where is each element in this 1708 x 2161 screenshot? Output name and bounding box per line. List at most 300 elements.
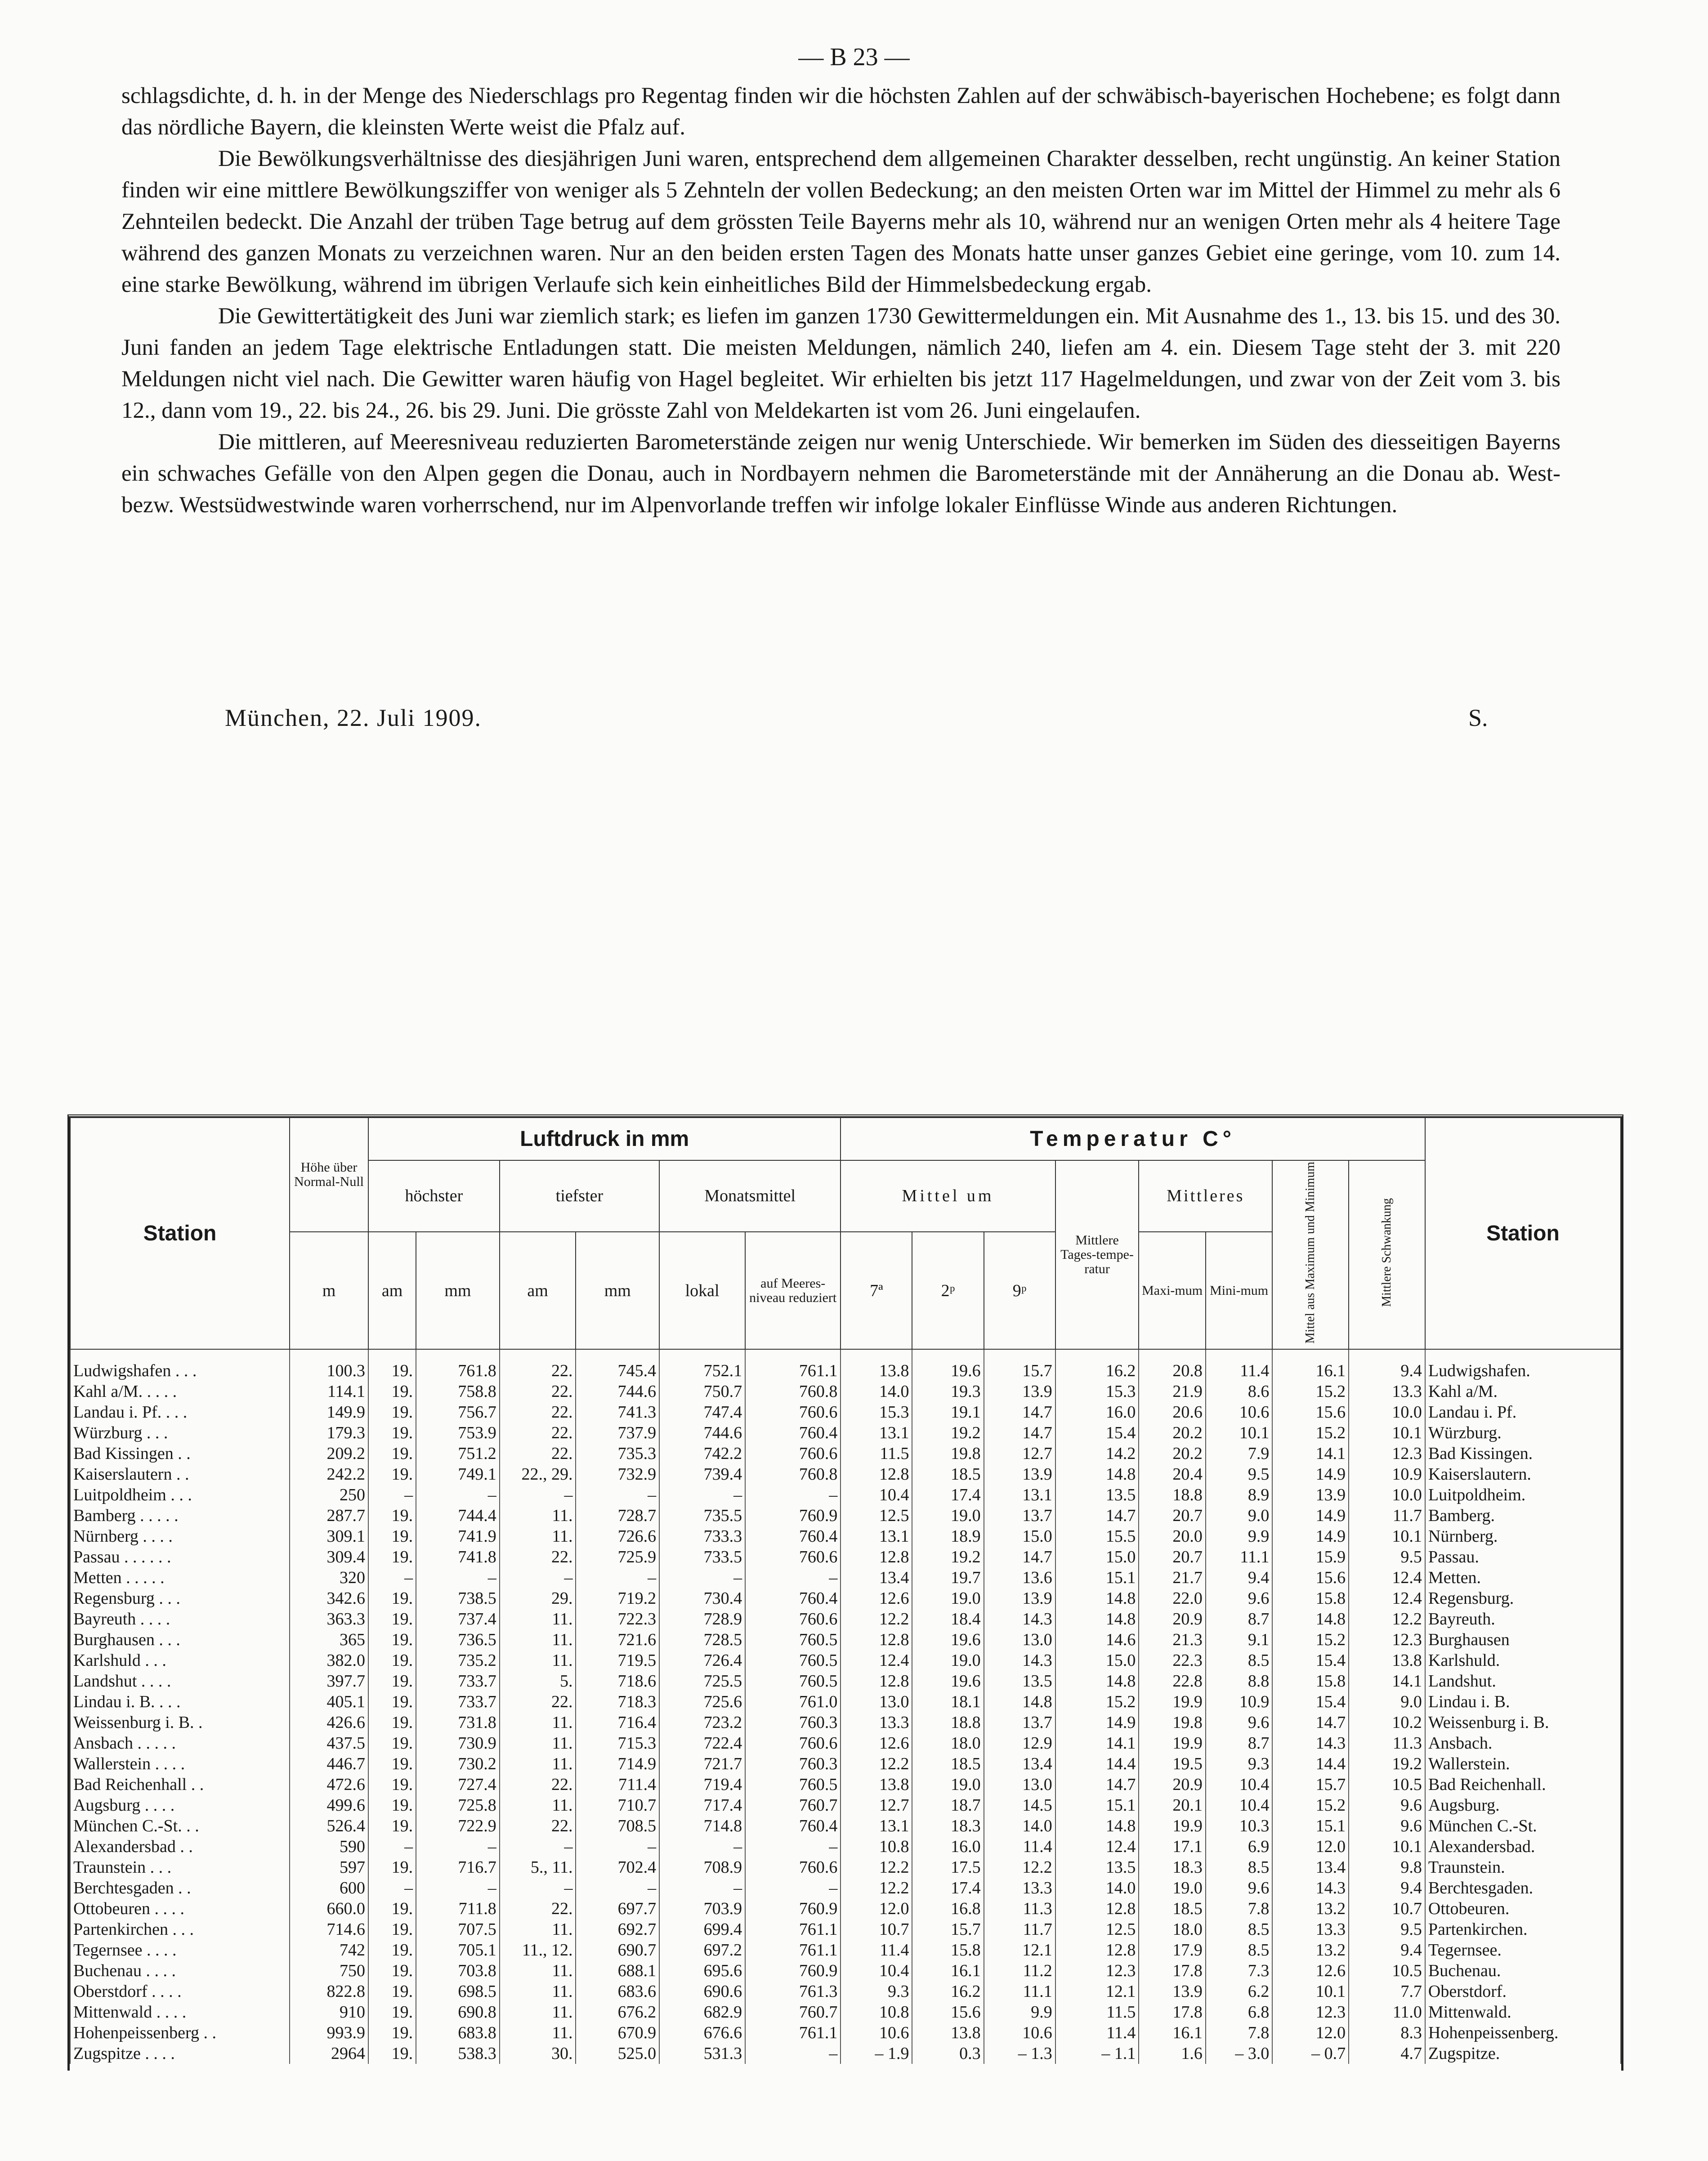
station-name-cell: Alexandersbad . . — [70, 1836, 290, 1857]
tiefster-mm-cell: – — [576, 1836, 659, 1857]
hoechster-am-cell: 19. — [368, 1609, 416, 1629]
temp-7a-cell: 13.3 — [841, 1712, 912, 1733]
minimum-cell: 8.5 — [1206, 1940, 1273, 1960]
mittel-meeresniveau-cell: 760.9 — [745, 1505, 841, 1526]
tiefster-am-cell: 11. — [500, 1712, 576, 1733]
temp-2p-cell: 16.8 — [912, 1898, 984, 1919]
hoechster-am-cell: 19. — [368, 1381, 416, 1402]
mittel-maxmin-cell: 14.9 — [1272, 1526, 1349, 1547]
schwankung-cell: 10.7 — [1349, 1898, 1425, 1919]
mittel-lokal-cell: 708.9 — [659, 1857, 745, 1878]
header-hoechster: höchster — [368, 1160, 500, 1232]
temp-2p-cell: 19.6 — [912, 1671, 984, 1691]
tiefster-am-cell: 22. — [500, 1774, 576, 1795]
minimum-cell: 11.1 — [1206, 1547, 1273, 1567]
tagestemp-cell: 14.9 — [1055, 1712, 1139, 1733]
temp-7a-cell: 12.2 — [841, 1857, 912, 1878]
minimum-cell: 9.5 — [1206, 1464, 1273, 1485]
hoechster-mm-cell: 727.4 — [416, 1774, 500, 1795]
header-monatsmittel: Monatsmittel — [659, 1160, 841, 1232]
hoechster-mm-cell: 733.7 — [416, 1691, 500, 1712]
mittel-meeresniveau-cell: 761.1 — [745, 1349, 841, 1381]
minimum-cell: 11.4 — [1206, 1349, 1273, 1381]
maximum-cell: 20.2 — [1139, 1443, 1206, 1464]
tiefster-am-cell: 22. — [500, 1349, 576, 1381]
temp-7a-cell: 10.4 — [841, 1960, 912, 1981]
station-name-right-cell: Ansbach. — [1425, 1733, 1621, 1754]
tagestemp-cell: 11.5 — [1055, 2002, 1139, 2022]
tiefster-mm-cell: 726.6 — [576, 1526, 659, 1547]
hoechster-mm-cell: 538.3 — [416, 2043, 500, 2064]
minimum-cell: 8.5 — [1206, 1857, 1273, 1878]
mittel-lokal-cell: 730.4 — [659, 1588, 745, 1609]
mittel-lokal-cell: 723.2 — [659, 1712, 745, 1733]
tagestemp-cell: 15.1 — [1055, 1795, 1139, 1816]
mittel-lokal-cell: 726.4 — [659, 1650, 745, 1671]
hoehe-cell: 597 — [290, 1857, 368, 1878]
table-row — [70, 1349, 1621, 1381]
tiefster-mm-cell: 692.7 — [576, 1919, 659, 1940]
schwankung-cell: 10.2 — [1349, 1712, 1425, 1733]
table-row — [70, 1671, 1621, 1691]
station-name-cell: Ludwigshafen . . . — [70, 1349, 290, 1381]
mittel-lokal-cell: 739.4 — [659, 1464, 745, 1485]
temp-9p-cell: 14.5 — [984, 1795, 1055, 1816]
minimum-cell: 8.7 — [1206, 1609, 1273, 1629]
station-name-cell: Traunstein . . . — [70, 1857, 290, 1878]
hoechster-mm-cell: 753.9 — [416, 1423, 500, 1443]
tiefster-mm-cell: 728.7 — [576, 1505, 659, 1526]
mittel-meeresniveau-cell: 760.7 — [745, 2002, 841, 2022]
schwankung-cell: 12.3 — [1349, 1629, 1425, 1650]
mittel-maxmin-cell: 12.0 — [1272, 1836, 1349, 1857]
hoehe-cell: 287.7 — [290, 1505, 368, 1526]
header-mm: mm — [416, 1232, 500, 1350]
station-name-cell: Karlshuld . . . — [70, 1650, 290, 1671]
tagestemp-cell: 12.3 — [1055, 1960, 1139, 1981]
tagestemp-cell: 14.0 — [1055, 1878, 1139, 1898]
mittel-meeresniveau-cell: 760.6 — [745, 1443, 841, 1464]
hoechster-am-cell: 19. — [368, 1443, 416, 1464]
signature: S. — [1468, 704, 1488, 731]
schwankung-cell: 12.4 — [1349, 1588, 1425, 1609]
schwankung-cell: 12.2 — [1349, 1609, 1425, 1629]
maximum-cell: 21.7 — [1139, 1567, 1206, 1588]
station-name-right-cell: Hohenpeissenberg. — [1425, 2022, 1621, 2043]
schwankung-cell: 11.3 — [1349, 1733, 1425, 1754]
tiefster-am-cell: 22. — [500, 1691, 576, 1712]
temp-7a-cell: 13.8 — [841, 1774, 912, 1795]
mittel-maxmin-cell: 15.4 — [1272, 1691, 1349, 1712]
tiefster-mm-cell: 683.6 — [576, 1981, 659, 2002]
temp-9p-cell: 13.6 — [984, 1567, 1055, 1588]
station-name-right-cell: Metten. — [1425, 1567, 1621, 1588]
hoehe-cell: 242.2 — [290, 1464, 368, 1485]
maximum-cell: 18.3 — [1139, 1857, 1206, 1878]
station-name-right-cell: Luitpoldheim. — [1425, 1485, 1621, 1505]
temp-9p-cell: 13.1 — [984, 1485, 1055, 1505]
hoehe-cell: 437.5 — [290, 1733, 368, 1754]
tiefster-am-cell: 11. — [500, 1650, 576, 1671]
temp-9p-cell: 11.3 — [984, 1898, 1055, 1919]
tiefster-am-cell: – — [500, 1836, 576, 1857]
tiefster-am-cell: 11., 12. — [500, 1940, 576, 1960]
tiefster-mm-cell: 732.9 — [576, 1464, 659, 1485]
temp-9p-cell: 13.0 — [984, 1629, 1055, 1650]
tagestemp-cell: 14.8 — [1055, 1609, 1139, 1629]
schwankung-cell: 10.1 — [1349, 1526, 1425, 1547]
temp-7a-cell: 13.1 — [841, 1816, 912, 1836]
maximum-cell: 22.3 — [1139, 1650, 1206, 1671]
mittel-lokal-cell: – — [659, 1567, 745, 1588]
hoechster-am-cell: 19. — [368, 1960, 416, 1981]
temp-7a-cell: 12.8 — [841, 1464, 912, 1485]
temp-2p-cell: 19.2 — [912, 1423, 984, 1443]
mittel-maxmin-cell: 14.1 — [1272, 1443, 1349, 1464]
hoechster-am-cell: 19. — [368, 1733, 416, 1754]
station-name-cell: Luitpoldheim . . . — [70, 1485, 290, 1505]
header-station-right: Station — [1425, 1118, 1621, 1349]
hoehe-cell: 365 — [290, 1629, 368, 1650]
hoechster-am-cell: – — [368, 1567, 416, 1588]
station-name-cell: Burghausen . . . — [70, 1629, 290, 1650]
tagestemp-cell: 12.1 — [1055, 1981, 1139, 2002]
hoechster-mm-cell: – — [416, 1567, 500, 1588]
mittel-maxmin-cell: 15.6 — [1272, 1567, 1349, 1588]
temp-2p-cell: 19.1 — [912, 1402, 984, 1423]
mittel-maxmin-cell: 15.2 — [1272, 1629, 1349, 1650]
hoechster-am-cell: 19. — [368, 1349, 416, 1381]
tiefster-am-cell: 11. — [500, 1733, 576, 1754]
mittel-lokal-cell: 733.5 — [659, 1547, 745, 1567]
mittel-meeresniveau-cell: 761.1 — [745, 1919, 841, 1940]
temp-9p-cell: 11.4 — [984, 1836, 1055, 1857]
maximum-cell: 20.0 — [1139, 1526, 1206, 1547]
hoechster-mm-cell: 736.5 — [416, 1629, 500, 1650]
minimum-cell: 7.3 — [1206, 1960, 1273, 1981]
maximum-cell: 20.6 — [1139, 1402, 1206, 1423]
table-row — [70, 1878, 1621, 1898]
hoechster-am-cell: 19. — [368, 1671, 416, 1691]
header-schwankung: Mittlere Schwankung — [1349, 1160, 1425, 1349]
tiefster-mm-cell: 744.6 — [576, 1381, 659, 1402]
table-row — [70, 2002, 1621, 2022]
station-name-cell: Partenkirchen . . . — [70, 1919, 290, 1940]
schwankung-cell: 8.3 — [1349, 2022, 1425, 2043]
mittel-lokal-cell: – — [659, 1836, 745, 1857]
temp-2p-cell: 15.8 — [912, 1940, 984, 1960]
mittel-lokal-cell: 747.4 — [659, 1402, 745, 1423]
mittel-lokal-cell: 699.4 — [659, 1919, 745, 1940]
tagestemp-cell: 15.0 — [1055, 1650, 1139, 1671]
mittel-lokal-cell: 725.5 — [659, 1671, 745, 1691]
mittel-maxmin-cell: 12.3 — [1272, 2002, 1349, 2022]
mittel-meeresniveau-cell: 760.6 — [745, 1609, 841, 1629]
mittel-meeresniveau-cell: 760.9 — [745, 1960, 841, 1981]
maximum-cell: 21.3 — [1139, 1629, 1206, 1650]
mittel-meeresniveau-cell: 760.8 — [745, 1381, 841, 1402]
header-tagestemp: Mittlere Tages-tempe-ratur — [1055, 1160, 1139, 1349]
mittel-maxmin-cell: – 0.7 — [1272, 2043, 1349, 2064]
mittel-maxmin-cell: 14.3 — [1272, 1878, 1349, 1898]
minimum-cell: 6.8 — [1206, 2002, 1273, 2022]
mittel-lokal-cell: 695.6 — [659, 1960, 745, 1981]
header-temperatur: Temperatur C° — [841, 1118, 1425, 1160]
mittel-meeresniveau-cell: 760.4 — [745, 1588, 841, 1609]
mittel-lokal-cell: – — [659, 1878, 745, 1898]
minimum-cell: 8.9 — [1206, 1485, 1273, 1505]
station-name-right-cell: Karlshuld. — [1425, 1650, 1621, 1671]
mittel-meeresniveau-cell: 760.6 — [745, 1547, 841, 1567]
maximum-cell: 19.9 — [1139, 1816, 1206, 1836]
header-2p: 2ᵖ — [912, 1232, 984, 1350]
minimum-cell: 8.5 — [1206, 1650, 1273, 1671]
station-name-cell: Ansbach . . . . . — [70, 1733, 290, 1754]
mittel-maxmin-cell: 14.3 — [1272, 1733, 1349, 1754]
temp-7a-cell: 12.4 — [841, 1650, 912, 1671]
station-name-right-cell: Kaiserslautern. — [1425, 1464, 1621, 1485]
hoechster-am-cell: 19. — [368, 1981, 416, 2002]
minimum-cell: 6.9 — [1206, 1836, 1273, 1857]
hoechster-mm-cell: 738.5 — [416, 1588, 500, 1609]
tiefster-am-cell: 11. — [500, 1526, 576, 1547]
mittel-lokal-cell: 728.5 — [659, 1629, 745, 1650]
temp-7a-cell: 12.5 — [841, 1505, 912, 1526]
station-name-cell: Nürnberg . . . . — [70, 1526, 290, 1547]
header-luftdruck: Luftdruck in mm — [368, 1118, 841, 1160]
page-number: — B 23 — — [798, 43, 910, 71]
schwankung-cell: 13.8 — [1349, 1650, 1425, 1671]
station-name-cell: München C.-St. . . — [70, 1816, 290, 1836]
maximum-cell: 18.0 — [1139, 1919, 1206, 1940]
hoehe-cell: 526.4 — [290, 1816, 368, 1836]
table-row — [70, 1712, 1621, 1733]
temp-7a-cell: 12.8 — [841, 1671, 912, 1691]
temp-9p-cell: 14.8 — [984, 1691, 1055, 1712]
tagestemp-cell: 15.2 — [1055, 1691, 1139, 1712]
hoechster-am-cell: 19. — [368, 1402, 416, 1423]
header-hoehe: Höhe über Normal-Null — [290, 1118, 368, 1232]
mittel-lokal-cell: 744.6 — [659, 1423, 745, 1443]
temp-7a-cell: 10.8 — [841, 1836, 912, 1857]
hoechster-am-cell: – — [368, 1878, 416, 1898]
tiefster-mm-cell: 722.3 — [576, 1609, 659, 1629]
hoechster-am-cell: 19. — [368, 1691, 416, 1712]
hoechster-mm-cell: – — [416, 1878, 500, 1898]
station-name-right-cell: Traunstein. — [1425, 1857, 1621, 1878]
temp-7a-cell: 12.8 — [841, 1629, 912, 1650]
temp-9p-cell: 13.5 — [984, 1671, 1055, 1691]
hoechster-am-cell: 19. — [368, 1712, 416, 1733]
hoechster-am-cell: – — [368, 1836, 416, 1857]
schwankung-cell: 9.5 — [1349, 1547, 1425, 1567]
tagestemp-cell: 15.5 — [1055, 1526, 1139, 1547]
hoechster-mm-cell: 751.2 — [416, 1443, 500, 1464]
temp-2p-cell: 18.5 — [912, 1754, 984, 1774]
station-name-right-cell: Landshut. — [1425, 1671, 1621, 1691]
table-row — [70, 1423, 1621, 1443]
schwankung-cell: 9.0 — [1349, 1691, 1425, 1712]
paragraph-4: Die mittleren, auf Meeresniveau reduzierten Barometerstände zeigen nur wenig Unterschiede. Wir bemerken im Süden des diesseitigen Bayerns ein schwaches Gefälle von den Alpen gegen die Donau, auch in Nordbayern nehmen die Barometerstände mit der Annäherung an die Donau ab. West- bezw. Westsüdwestwinde waren vorherrschend, nur im Alpenvorlande treffen wir infolge lokaler Einflüsse Winde aus anderen Richtungen. — [121, 430, 1560, 518]
station-name-cell: Kaiserslautern . . — [70, 1464, 290, 1485]
tiefster-mm-cell: 735.3 — [576, 1443, 659, 1464]
maximum-cell: 17.8 — [1139, 1960, 1206, 1981]
tiefster-mm-cell: 716.4 — [576, 1712, 659, 1733]
hoehe-cell: 397.7 — [290, 1671, 368, 1691]
station-name-right-cell: Bad Kissingen. — [1425, 1443, 1621, 1464]
hoechster-am-cell: 19. — [368, 1816, 416, 1836]
tiefster-mm-cell: 718.6 — [576, 1671, 659, 1691]
table-row — [70, 1547, 1621, 1567]
temp-7a-cell: 10.8 — [841, 2002, 912, 2022]
tiefster-am-cell: 11. — [500, 1795, 576, 1816]
mittel-meeresniveau-cell: 760.5 — [745, 1671, 841, 1691]
schwankung-cell: 9.6 — [1349, 1795, 1425, 1816]
mittel-maxmin-cell: 15.7 — [1272, 1774, 1349, 1795]
header-9p: 9ᵖ — [984, 1232, 1055, 1350]
station-name-right-cell: Kahl a/M. — [1425, 1381, 1621, 1402]
temp-9p-cell: 13.7 — [984, 1505, 1055, 1526]
tagestemp-cell: 14.4 — [1055, 1754, 1139, 1774]
header-tiefster: tiefster — [500, 1160, 659, 1232]
minimum-cell: – 3.0 — [1206, 2043, 1273, 2064]
schwankung-cell: 9.4 — [1349, 1878, 1425, 1898]
tagestemp-cell: 13.5 — [1055, 1485, 1139, 1505]
mittel-maxmin-cell: 15.1 — [1272, 1816, 1349, 1836]
hoechster-mm-cell: 722.9 — [416, 1816, 500, 1836]
tiefster-am-cell: 11. — [500, 2022, 576, 2043]
temp-9p-cell: 12.9 — [984, 1733, 1055, 1754]
temp-9p-cell: 14.3 — [984, 1650, 1055, 1671]
tiefster-mm-cell: 741.3 — [576, 1402, 659, 1423]
hoehe-cell: 472.6 — [290, 1774, 368, 1795]
hoechster-mm-cell: 749.1 — [416, 1464, 500, 1485]
hoechster-mm-cell: 698.5 — [416, 1981, 500, 2002]
tiefster-am-cell: 11. — [500, 1609, 576, 1629]
tiefster-am-cell: – — [500, 1567, 576, 1588]
table-row — [70, 1857, 1621, 1878]
minimum-cell: 8.6 — [1206, 1381, 1273, 1402]
tiefster-mm-cell: 697.7 — [576, 1898, 659, 1919]
temp-2p-cell: 0.3 — [912, 2043, 984, 2064]
hoehe-cell: 993.9 — [290, 2022, 368, 2043]
temp-2p-cell: 18.4 — [912, 1609, 984, 1629]
mittel-lokal-cell: 690.6 — [659, 1981, 745, 2002]
station-name-right-cell: Ottobeuren. — [1425, 1898, 1621, 1919]
tagestemp-cell: 14.7 — [1055, 1774, 1139, 1795]
station-name-cell: Bad Kissingen . . — [70, 1443, 290, 1464]
mittel-meeresniveau-cell: 760.6 — [745, 1402, 841, 1423]
mittel-maxmin-cell: 14.8 — [1272, 1609, 1349, 1629]
tiefster-mm-cell: 711.4 — [576, 1774, 659, 1795]
hoehe-cell: 100.3 — [290, 1349, 368, 1381]
station-name-cell: Wallerstein . . . . — [70, 1754, 290, 1774]
station-name-cell: Bad Reichenhall . . — [70, 1774, 290, 1795]
mittel-lokal-cell: 722.4 — [659, 1733, 745, 1754]
table-row — [70, 1381, 1621, 1402]
station-name-cell: Mittenwald . . . . — [70, 2002, 290, 2022]
mittel-maxmin-cell: 14.7 — [1272, 1712, 1349, 1733]
table-row — [70, 1567, 1621, 1588]
hoehe-cell: 426.6 — [290, 1712, 368, 1733]
schwankung-cell: 10.1 — [1349, 1836, 1425, 1857]
station-name-right-cell: Passau. — [1425, 1547, 1621, 1567]
maximum-cell: 17.9 — [1139, 1940, 1206, 1960]
table-row — [70, 1464, 1621, 1485]
station-name-cell: Weissenburg i. B. . — [70, 1712, 290, 1733]
table-row — [70, 1588, 1621, 1609]
temp-9p-cell: 14.7 — [984, 1423, 1055, 1443]
minimum-cell: 7.8 — [1206, 2022, 1273, 2043]
tagestemp-cell: 11.4 — [1055, 2022, 1139, 2043]
station-name-right-cell: Bamberg. — [1425, 1505, 1621, 1526]
schwankung-cell: 10.9 — [1349, 1464, 1425, 1485]
mittel-maxmin-cell: 10.1 — [1272, 1981, 1349, 2002]
table-header — [70, 1118, 1621, 1349]
header-am: am — [500, 1232, 576, 1350]
temp-7a-cell: 13.4 — [841, 1567, 912, 1588]
hoechster-am-cell: 19. — [368, 1464, 416, 1485]
maximum-cell: 19.8 — [1139, 1712, 1206, 1733]
minimum-cell: 8.8 — [1206, 1671, 1273, 1691]
maximum-cell: 20.9 — [1139, 1609, 1206, 1629]
temp-9p-cell: 9.9 — [984, 2002, 1055, 2022]
station-name-right-cell: Nürnberg. — [1425, 1526, 1621, 1547]
mittel-maxmin-cell: 13.2 — [1272, 1898, 1349, 1919]
hoechster-mm-cell: 744.4 — [416, 1505, 500, 1526]
hoechster-mm-cell: 711.8 — [416, 1898, 500, 1919]
temp-7a-cell: 13.1 — [841, 1526, 912, 1547]
temp-7a-cell: 13.0 — [841, 1691, 912, 1712]
hoechster-am-cell: 19. — [368, 2022, 416, 2043]
schwankung-cell: 13.3 — [1349, 1381, 1425, 1402]
weather-table-frame — [67, 1114, 1623, 2071]
temp-2p-cell: 19.8 — [912, 1443, 984, 1464]
tagestemp-cell: 12.5 — [1055, 1919, 1139, 1940]
tagestemp-cell: 12.8 — [1055, 1940, 1139, 1960]
station-name-right-cell: München C.-St. — [1425, 1816, 1621, 1836]
hoechster-mm-cell: – — [416, 1485, 500, 1505]
temp-9p-cell: 15.0 — [984, 1526, 1055, 1547]
station-name-cell: Oberstdorf . . . . — [70, 1981, 290, 2002]
temp-9p-cell: 13.7 — [984, 1712, 1055, 1733]
tiefster-am-cell: 22. — [500, 1898, 576, 1919]
tiefster-am-cell: 5., 11. — [500, 1857, 576, 1878]
station-name-right-cell: Augsburg. — [1425, 1795, 1621, 1816]
temp-7a-cell: 12.6 — [841, 1588, 912, 1609]
temp-2p-cell: 18.1 — [912, 1691, 984, 1712]
tiefster-am-cell: 22. — [500, 1547, 576, 1567]
station-name-cell: Bayreuth . . . . — [70, 1609, 290, 1629]
hoechster-mm-cell: 741.8 — [416, 1547, 500, 1567]
maximum-cell: 16.1 — [1139, 2022, 1206, 2043]
temp-9p-cell: 13.9 — [984, 1464, 1055, 1485]
mittel-maxmin-cell: 15.8 — [1272, 1588, 1349, 1609]
mittel-meeresniveau-cell: 760.5 — [745, 1650, 841, 1671]
schwankung-cell: 11.0 — [1349, 2002, 1425, 2022]
hoechster-mm-cell: – — [416, 1836, 500, 1857]
station-name-cell: Landshut . . . . — [70, 1671, 290, 1691]
mittel-lokal-cell: 676.6 — [659, 2022, 745, 2043]
maximum-cell: 20.8 — [1139, 1349, 1206, 1381]
temp-7a-cell: 9.3 — [841, 1981, 912, 2002]
mittel-meeresniveau-cell: 760.4 — [745, 1526, 841, 1547]
tiefster-am-cell: 11. — [500, 1629, 576, 1650]
mittel-lokal-cell: 725.6 — [659, 1691, 745, 1712]
station-name-cell: Buchenau . . . . — [70, 1960, 290, 1981]
header-minimum: Mini-mum — [1206, 1232, 1273, 1350]
mittel-maxmin-cell: 13.4 — [1272, 1857, 1349, 1878]
